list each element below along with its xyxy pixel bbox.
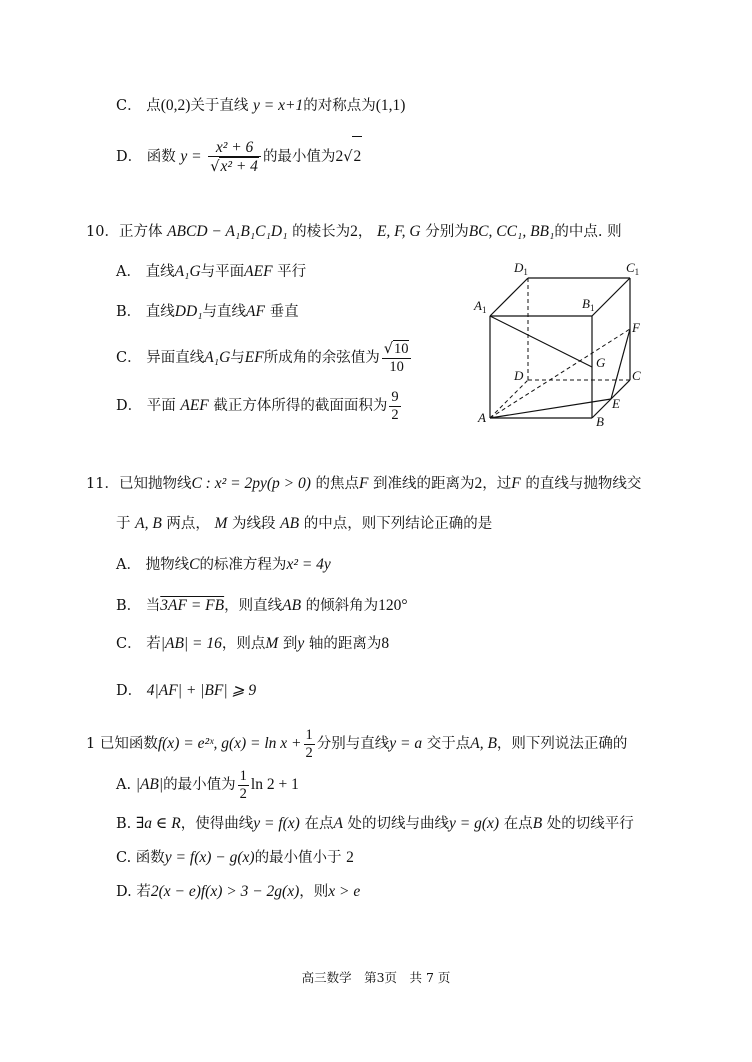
segment-ae — [490, 399, 611, 418]
fraction: $\frac{\text{x² + 6}}{\text{√x² + 4}}$ — [208, 139, 261, 176]
question-number: 1 — [86, 736, 96, 752]
q10-stem: 10．正方体 ABCD − A₁B₁C₁D₁ 的棱长为2， E, F, G 分别为BC, CC₁, BB₁的中点. 则 — [86, 223, 622, 240]
question-number: 10． — [86, 224, 119, 240]
label-f: F — [632, 320, 640, 335]
edge-a1d1 — [490, 278, 528, 316]
q12-option-c: C. 函数y = f(x) − g(x)的最小值小于 2 — [116, 849, 354, 866]
fraction: $\frac{√10}{10}$ — [382, 340, 412, 376]
q9-option-c: C． 点(0,2)关于直线 y = x+1的对称点为(1,1) — [116, 97, 406, 114]
q12-option-d: D. 若2(x − e)f(x) > 3 − 2g(x)，则x > e — [116, 883, 361, 900]
hidden-segment-af — [490, 329, 630, 418]
q11-option-b: B． 当3AF = FB，则直线AB 的倾斜角为120° — [116, 597, 408, 614]
label-d1: $D_1$ — [514, 260, 528, 277]
fraction: $\frac{1}{2}$ — [305, 726, 313, 761]
q10-option-a: A． 直线A₁G与平面AEF 平行 — [116, 263, 307, 280]
label-d: D — [514, 368, 524, 383]
edge-b1c1 — [592, 278, 630, 316]
q9-option-d: D． 函数 y = $\frac{\text{x² + 6}}{\text{√x² + 4}}$ 的最小值为2√2 — [116, 136, 362, 177]
label-b1: $B_1$ — [582, 296, 595, 313]
hidden-edge-ad — [490, 380, 528, 418]
label-c: C — [632, 368, 641, 383]
label-a: A — [478, 410, 486, 425]
fraction: $\frac{1}{2}$ — [239, 767, 247, 802]
q12-option-b: B. ∃a ∈ R，使得曲线y = f(x) 在点A 处的切线与曲线y = g(x) 在点B 处的切线平行 — [116, 815, 634, 832]
label-a1: $A_1$ — [474, 298, 487, 315]
segment-a1g — [490, 316, 592, 367]
q11-option-c: C． 若|AB| = 16，则点M 到y 轴的距离为8 — [116, 635, 390, 652]
q11-stem-line1: 11．已知抛物线C : x² = 2py(p > 0) 的焦点F 到准线的距离为2，过F 的直线与抛物线交 — [86, 475, 642, 492]
q10-option-c: C． 异面直线A₁G与EF所成角的余弦值为 $\frac{√10}{10}$ — [116, 338, 413, 378]
q11-option-d: D． 4|AF| + |BF| ⩾ 9 — [116, 682, 257, 699]
segment-ef — [611, 329, 630, 399]
label-b: B — [596, 414, 604, 429]
option-letter: C． — [116, 98, 142, 114]
q12-option-a: A. |AB|的最小值为 $\frac{1}{2}$ ln 2 + 1 — [116, 767, 299, 802]
option-letter: D． — [116, 149, 143, 165]
page-footer: 高三数学 第3页 共 7 页 — [301, 970, 451, 985]
q10-option-d: D． 平面 AEF 截正方体所得的截面面积为 $\frac{9}{2}$ — [116, 388, 399, 423]
q10-option-b: B． 直线DD₁与直线AF 垂直 — [116, 303, 299, 320]
fraction: $\frac{9}{2}$ — [391, 388, 399, 423]
label-c1: $C_1$ — [626, 260, 640, 277]
q12-stem: 1 已知函数f(x) = e²ˣ, g(x) = ln x + $\frac{1}{2}$ 分别与直线y = a 交于点A, B，则下列说法正确的 — [86, 726, 628, 761]
question-number: 11． — [86, 476, 119, 492]
cube-figure — [466, 250, 656, 440]
label-g: G — [596, 355, 606, 370]
q11-stem-line2: 于 A, B 两点， M 为线段 AB 的中点，则下列结论正确的是 — [116, 515, 493, 532]
q11-option-a: A． 抛物线C的标准方程为x² = 4y — [116, 556, 331, 573]
label-e: E — [612, 396, 620, 411]
